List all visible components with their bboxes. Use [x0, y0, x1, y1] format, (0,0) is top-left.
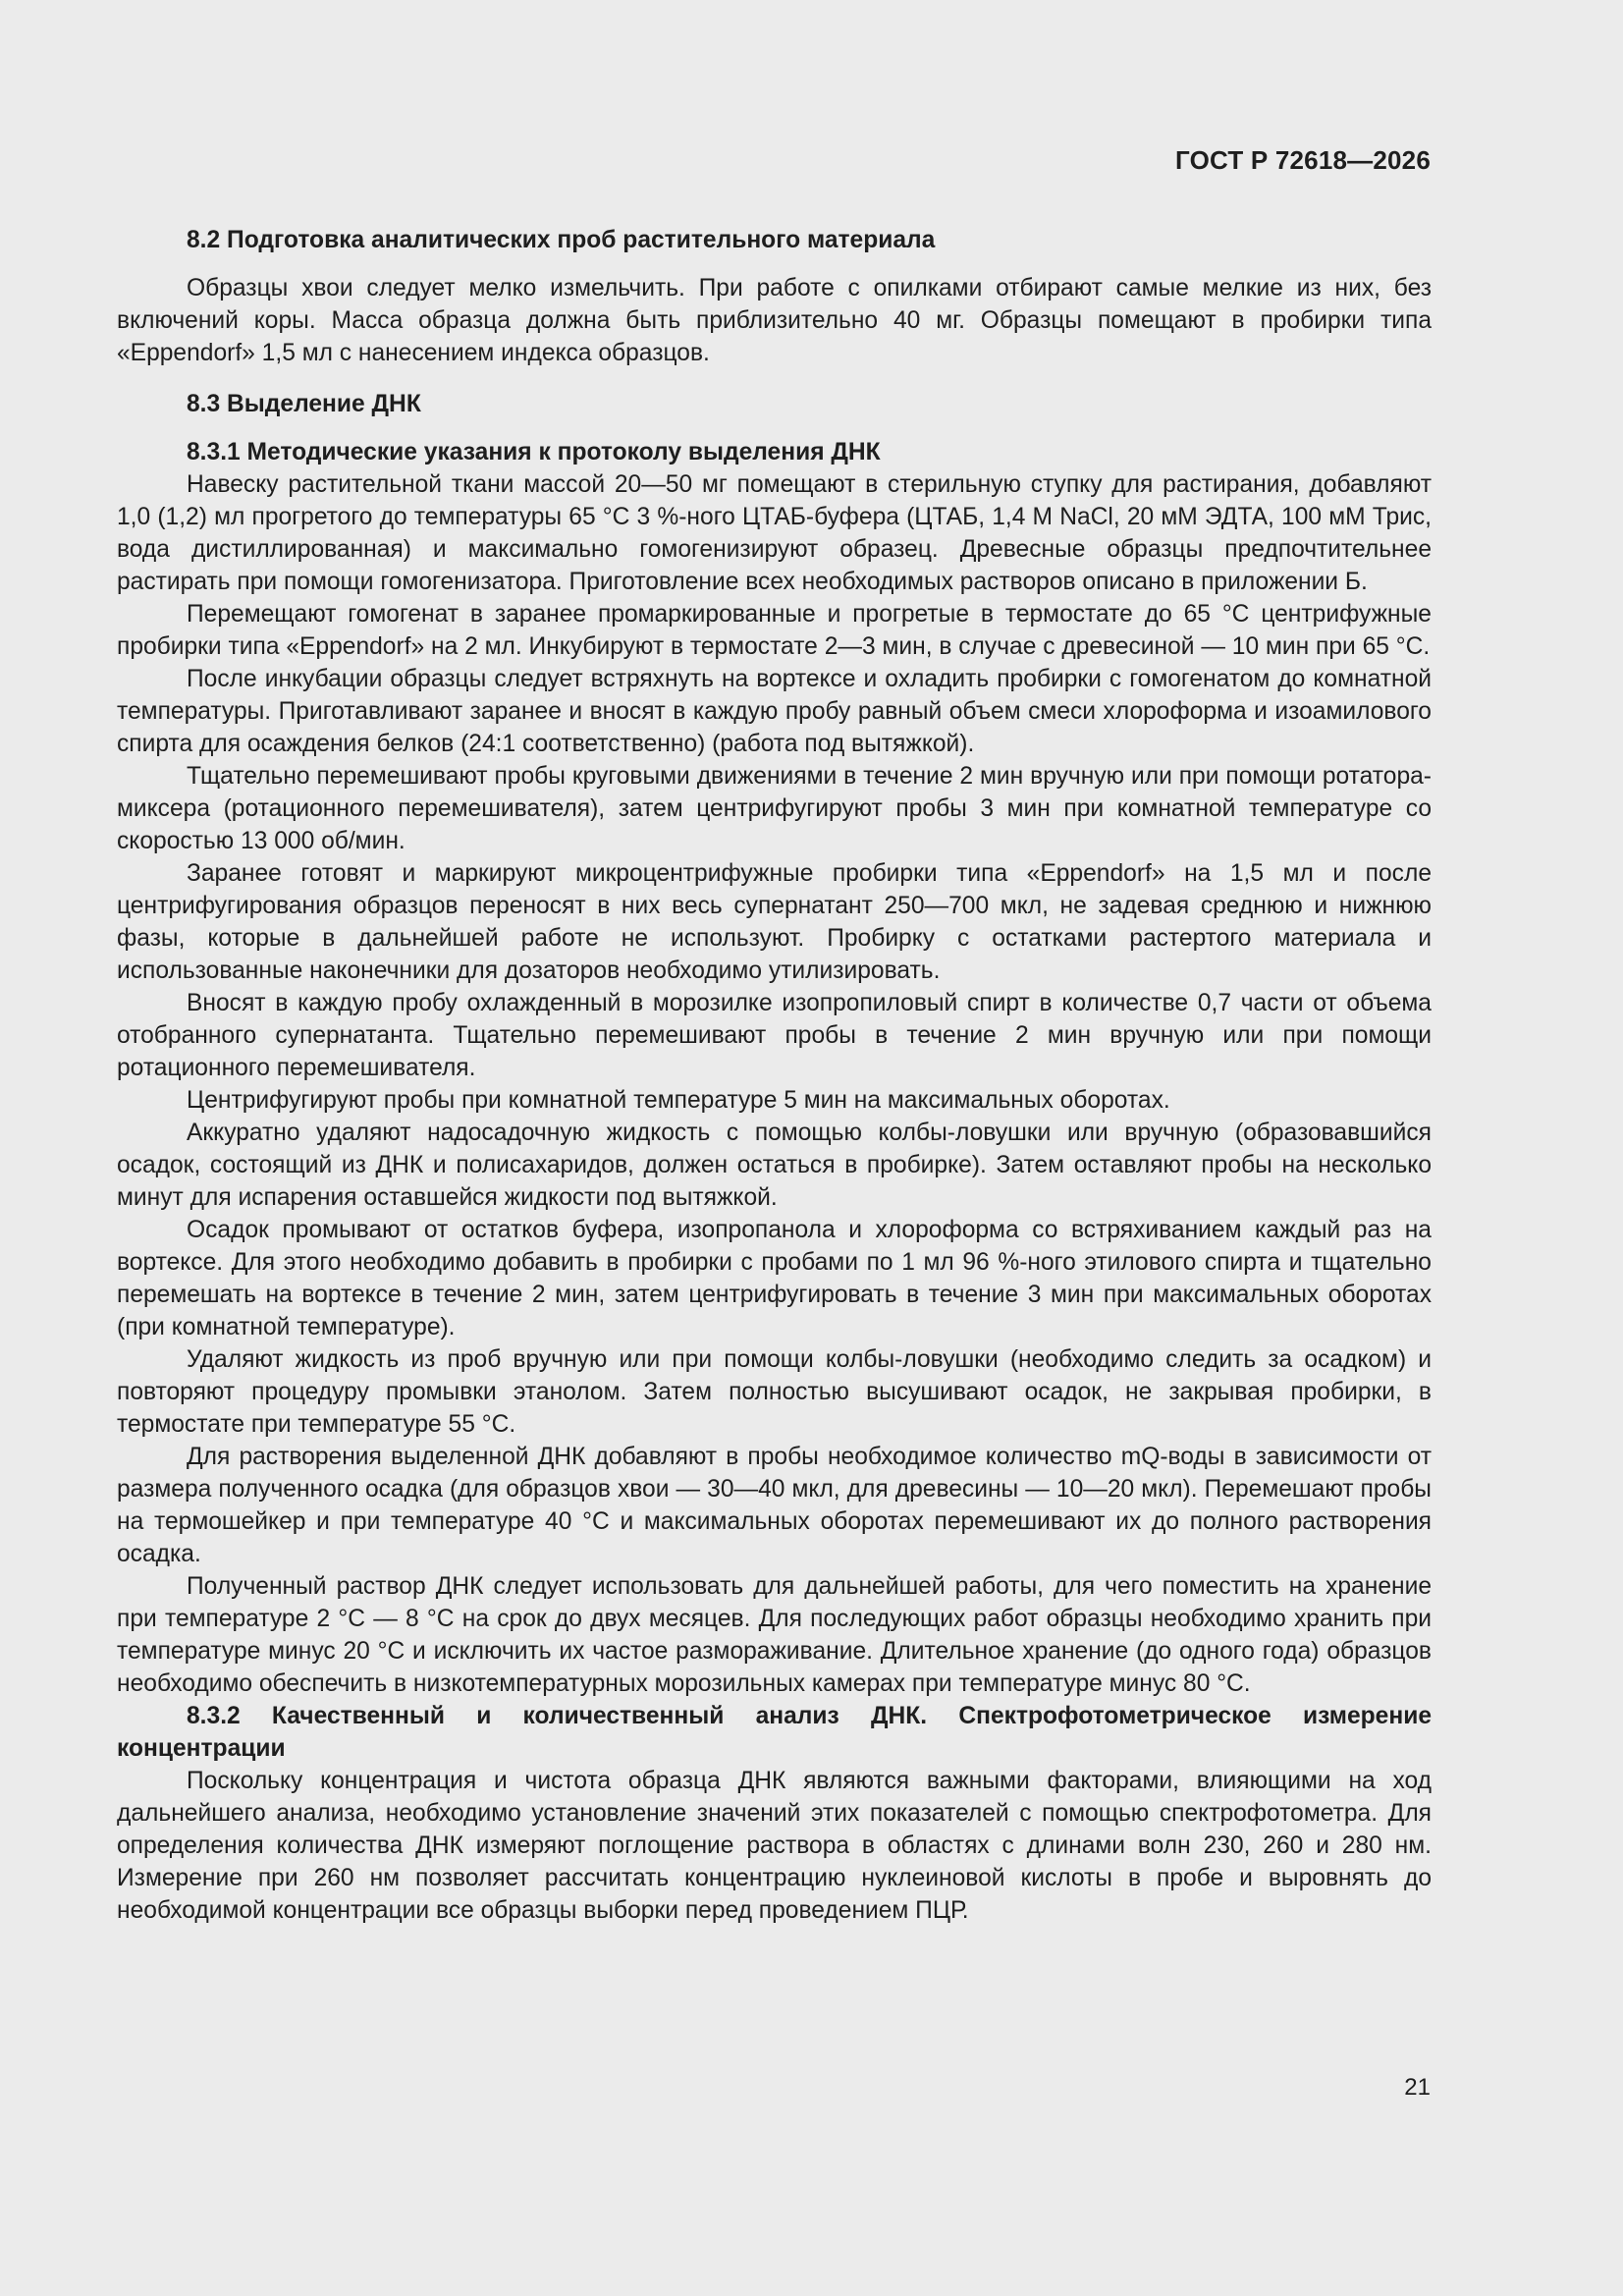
paragraph: Вносят в каждую пробу охлажденный в морозилке изопропиловый спирт в количестве 0,7 части от объема отобранного супернатанта. Тщательно перемешивают пробы в течение 2 мин вручную или при помощи ротационного перемешивателя. — [117, 990, 1432, 1081]
paragraph: Осадок промывают от остатков буфера, изопропанола и хлороформа со встряхиванием каждый раз на вортексе. Для этого необходимо добавить в пробирки с пробами по 1 мл 96 %-ного этилового спирта и тщательно перемешать на вортексе в течение 2 мин, затем центрифугировать в течение 3 мин при максимальных оборотах (при комнатной температуре). — [117, 1217, 1432, 1340]
paragraph: Навеску растительной ткани массой 20—50 мг помещают в стерильную ступку для растирания, добавляют 1,0 (1,2) мл прогретого до температуры 65 °С 3 %-ного ЦТАБ-буфера (ЦТАБ, 1,4 M NaCl, 20 мМ ЭДТА, 100 мМ Трис, вода дистиллированная) и максимально гомогенизируют образец. Древесные образцы предпочтительнее растирать при помощи гомогенизатора. Приготовление всех необходимых растворов описано в приложении Б. — [117, 471, 1432, 595]
paragraph: Тщательно перемешивают пробы круговыми движениями в течение 2 мин вручную или при помощи ротатора-миксера (ротационного перемешивателя), затем центрифугируют пробы 3 мин при комнатной температуре со скоростью 13 000 об/мин. — [117, 763, 1432, 854]
subsection-heading-8-3-1: 8.3.1 Методические указания к протоколу выделения ДНК — [187, 439, 881, 465]
paragraph: Центрифугируют пробы при комнатной температуре 5 мин на максимальных оборотах. — [187, 1087, 1170, 1114]
paragraph: Перемещают гомогенат в заранее промаркированные и прогретые в термостате до 65 °С центрифужные пробирки типа «Eppendorf» на 2 мл. Инкубируют в термостате 2—3 мин, в случае с древесиной — 10 мин при 65 °С. — [117, 601, 1432, 660]
subsection-heading-8-3-2: 8.3.2 Качественный и количественный анализ ДНК. Спектрофотометрическое измерение концентрации — [117, 1703, 1432, 1762]
section-heading-8-3: 8.3 Выделение ДНК — [187, 391, 421, 417]
page-number: 21 — [1404, 2074, 1431, 2101]
document-body — [117, 224, 1432, 1927]
paragraph: Заранее готовят и маркируют микроцентрифужные пробирки типа «Eppendorf» на 1,5 мл и после центрифугирования образцов переносят в них весь супернатант 250—700 мкл, не задевая среднюю и нижнюю фазы, которые в дальнейшей работе не используют. Пробирку с остатками растертого материала и использованные наконечники для дозаторов необходимо утилизировать. — [117, 860, 1432, 984]
paragraph: Поскольку концентрация и чистота образца ДНК являются важными факторами, влияющими на ход дальнейшего анализа, необходимо установление значений этих показателей с помощью спектрофотометра. Для определения количества ДНК измеряют поглощение раствора в областях с длинами волн 230, 260 и 280 нм. Измерение при 260 нм позволяет рассчитать концентрацию нуклеиновой кислоты в пробе и выровнять до необходимой концентрации все образцы выборки перед проведением ПЦР. — [117, 1768, 1432, 1924]
paragraph: Аккуратно удаляют надосадочную жидкость с помощью колбы-ловушки или вручную (образовавшийся осадок, состоящий из ДНК и полисахаридов, должен остаться в пробирке). Затем оставляют пробы на несколько минут для испарения оставшейся жидкости под вытяжкой. — [117, 1120, 1432, 1211]
document-code-header: ГОСТ Р 72618—2026 — [1175, 145, 1431, 175]
section-heading-8-2: 8.2 Подготовка аналитических проб растительного материала — [187, 227, 936, 253]
paragraph: После инкубации образцы следует встряхнуть на вортексе и охладить пробирки с гомогенатом до комнатной температуры. Приготавливают заранее и вносят в каждую пробу равный объем смеси хлороформа и изоамилового спирта для осаждения белков (24:1 соответственно) (работа под вытяжкой). — [117, 666, 1432, 757]
paragraph: Для растворения выделенной ДНК добавляют в пробы необходимое количество mQ-воды в зависимости от размера полученного осадка (для образцов хвои — 30—40 мкл, для древесины — 10—20 мкл). Перемешают пробы на термошейкер и при температуре 40 °С и максимальных оборотах перемешивают их до полного растворения осадка. — [117, 1444, 1432, 1567]
paragraph: Образцы хвои следует мелко измельчить. При работе с опилками отбирают самые мелкие из них, без включений коры. Масса образца должна быть приблизительно 40 мг. Образцы помещают в пробирки типа «Eppendorf» 1,5 мл с нанесением индекса образцов. — [117, 275, 1432, 366]
paragraph: Полученный раствор ДНК следует использовать для дальнейшей работы, для чего поместить на хранение при температуре 2 °С — 8 °С на срок до двух месяцев. Для последующих работ образцы необходимо хранить при температуре минус 20 °С и исключить их частое размораживание. Длительное хранение (до одного года) образцов необходимо обеспечить в низкотемпературных морозильных камерах при температуре минус 80 °С. — [117, 1573, 1432, 1697]
paragraph: Удаляют жидкость из проб вручную или при помощи колбы-ловушки (необходимо следить за осадком) и повторяют процедуру промывки этанолом. Затем полностью высушивают осадок, не закрывая пробирки, в термостате при температуре 55 °С. — [117, 1346, 1432, 1438]
